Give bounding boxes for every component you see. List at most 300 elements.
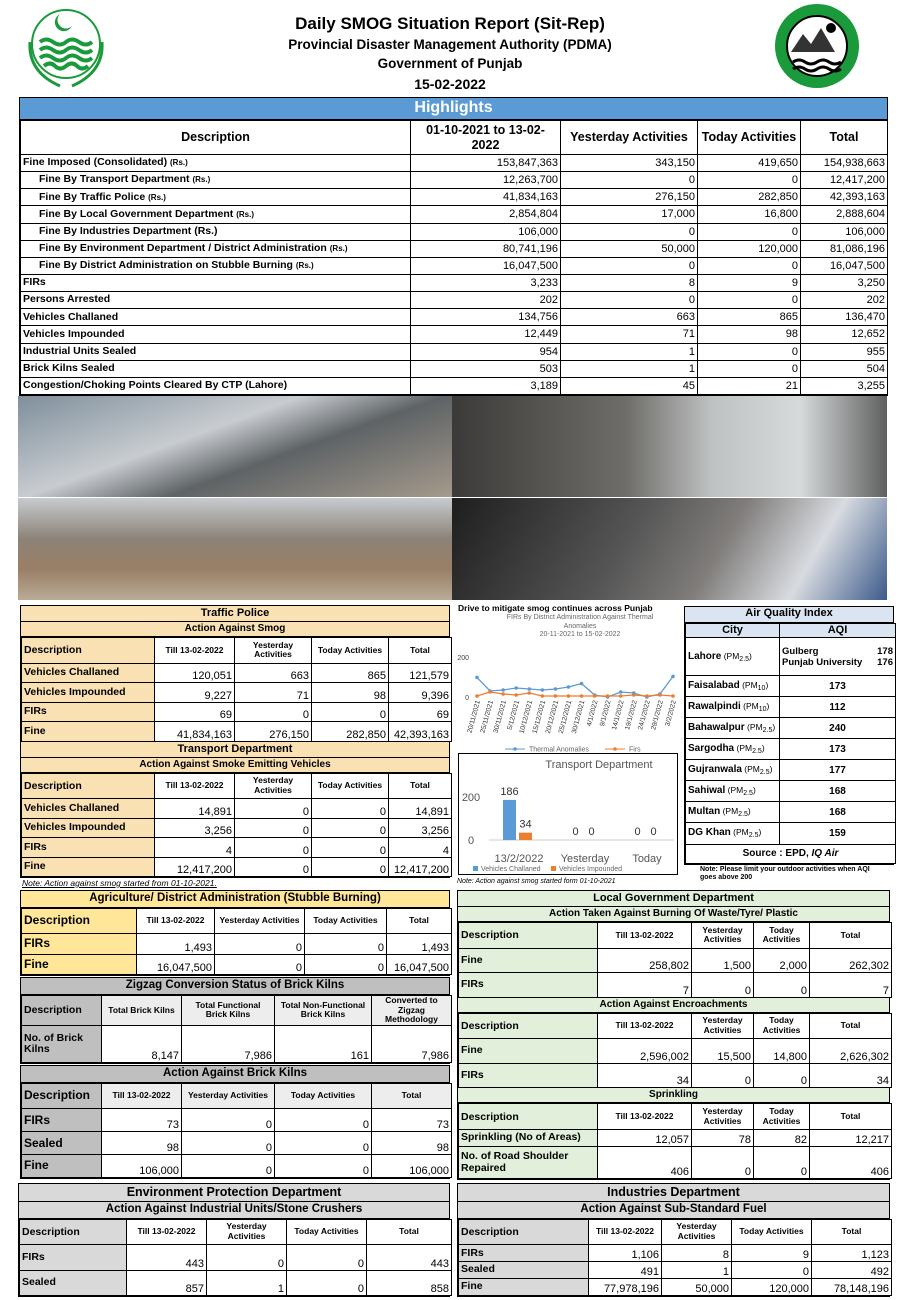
- highlights-header-row: [21, 121, 888, 155]
- cell-value: 0: [754, 1147, 810, 1179]
- cell-value: 134,756: [411, 309, 561, 326]
- header-row: [22, 638, 452, 664]
- cell-value: 78,148,196: [812, 1279, 892, 1296]
- cell-value: 98: [698, 326, 801, 343]
- column-header: Description: [22, 638, 155, 664]
- x-tick-label: 14/1/2022: [611, 699, 626, 731]
- cell-value: 0: [275, 1132, 372, 1155]
- cell-value: 258,802: [598, 948, 692, 973]
- table-row: [22, 663, 452, 682]
- table-row: [22, 702, 452, 721]
- bar-chart-title: Transport Department: [545, 759, 653, 771]
- cell-value: 7,986: [372, 1026, 452, 1063]
- column-header: Description: [459, 1104, 598, 1130]
- column-header: Yesterday Activities: [235, 638, 312, 664]
- x-category-label: Today: [632, 853, 662, 865]
- legend-label: Vehicles Challaned: [481, 866, 541, 873]
- row-label-text: Brick Kilns Sealed: [23, 361, 115, 374]
- highlights-section: [19, 97, 888, 396]
- data-point: [567, 694, 571, 698]
- cell-value: 69: [155, 702, 235, 721]
- x-tick-label: 25/12/2021: [557, 699, 574, 735]
- data-label: 0: [650, 826, 657, 838]
- aqi-city: Multan $(PM_{2.5})$: [686, 802, 780, 823]
- photo-stubble-field: [18, 396, 452, 497]
- cell-value: 120,000: [698, 240, 801, 257]
- data-point: [541, 694, 545, 698]
- table-row: [21, 326, 888, 343]
- aqi-lahore-values: [780, 638, 896, 676]
- table-row: [21, 206, 888, 223]
- cell-value: 0: [732, 1262, 812, 1279]
- cell-value: 9: [732, 1245, 812, 1262]
- column-header: Till 13-02-2022: [598, 923, 692, 949]
- table-row: [459, 1130, 892, 1147]
- cell-value: 153,847,363: [411, 155, 561, 172]
- aqi-title: Air Quality Index: [685, 607, 893, 623]
- cell-value: 0: [275, 1109, 372, 1132]
- cell-value: 3,256: [155, 818, 235, 837]
- table-row: [21, 274, 888, 291]
- aqi-city: Lahore $(PM_{2.5})$: [686, 638, 780, 676]
- cell-value: 17,000: [561, 206, 698, 223]
- cell-value: 1: [207, 1270, 287, 1295]
- cell-value: 12,417,200: [389, 857, 452, 876]
- column-header: Total: [387, 908, 452, 934]
- traffic-table: [21, 773, 452, 877]
- cell-value: 106,000: [411, 223, 561, 240]
- pm-type: 10: [758, 706, 767, 714]
- table-row: [21, 377, 888, 394]
- row-label: Fine: [22, 857, 155, 876]
- column-header: Description: [21, 121, 411, 155]
- row-label: Vehicles Impounded: [22, 683, 155, 702]
- column-header: Today Activities: [754, 1104, 810, 1130]
- cell-value: 865: [698, 309, 801, 326]
- cell-value: 419,650: [698, 155, 801, 172]
- column-header: Till 13-02-2022: [589, 1219, 662, 1245]
- data-point: [527, 687, 531, 691]
- industries-section: [457, 1183, 890, 1297]
- city-name: Rawalpindi: [688, 701, 741, 713]
- thermal-anomalies-line-chart: [455, 643, 681, 755]
- cell-value: 865: [312, 663, 389, 682]
- cell-value: 98: [312, 683, 389, 702]
- industries-table: [458, 1219, 892, 1296]
- column-header: Total: [812, 1219, 892, 1245]
- row-label-text: Persons Arrested: [23, 293, 111, 306]
- cell-value: 343,150: [561, 155, 698, 172]
- x-tick-label: 29/1/2022: [650, 699, 665, 731]
- cell-value: 1,493: [387, 934, 452, 954]
- cell-value: 81,086,196: [801, 240, 888, 257]
- data-point: [514, 686, 518, 690]
- cell-value: 78: [692, 1130, 754, 1147]
- cell-value: 4: [155, 838, 235, 857]
- cell-value: 857: [127, 1270, 207, 1295]
- aqi-row: [686, 760, 896, 781]
- row-label: [21, 189, 411, 206]
- environment-table: [19, 1219, 452, 1296]
- row-label: FIRs: [459, 1063, 598, 1088]
- cell-value: 50,000: [561, 240, 698, 257]
- row-label: FIRs: [22, 1109, 102, 1132]
- table-row: [21, 240, 888, 257]
- x-tick-label: 20/12/2021: [544, 699, 561, 735]
- cell-value: 120,000: [732, 1279, 812, 1296]
- pm-type: 10: [757, 685, 766, 693]
- station-aqi: 178: [877, 645, 893, 657]
- data-point: [501, 688, 505, 692]
- air-quality-index-section: [684, 606, 894, 865]
- cell-value: 1: [662, 1262, 732, 1279]
- cell-value: 71: [235, 683, 312, 702]
- cell-value: 106,000: [102, 1155, 182, 1178]
- table-row: [22, 934, 452, 954]
- data-label: 0: [588, 826, 595, 838]
- header-row: [459, 1013, 892, 1039]
- table-row: [21, 172, 888, 189]
- cell-value: 12,449: [411, 326, 561, 343]
- data-point: [567, 685, 571, 689]
- column-header: Till 13-02-2022: [102, 1083, 182, 1109]
- cell-value: 1: [561, 360, 698, 377]
- header-row: [22, 1083, 452, 1109]
- table-row: [22, 1026, 452, 1063]
- column-header: Till 13-02-2022: [598, 1104, 692, 1130]
- aqi-value: 177: [780, 760, 896, 781]
- series-line-firs: [477, 692, 673, 696]
- cell-value: 8: [561, 274, 698, 291]
- cell-value: 98: [372, 1132, 452, 1155]
- cell-value: 12,417,200: [155, 857, 235, 876]
- cell-value: 0: [275, 1155, 372, 1178]
- cell-value: 12,263,700: [411, 172, 561, 189]
- section-subtitle: Sprinkling: [458, 1088, 889, 1103]
- aqi-row: [686, 697, 896, 718]
- table-row: [20, 1270, 452, 1295]
- cell-value: 34: [810, 1063, 892, 1088]
- aqi-value: 173: [780, 676, 896, 697]
- city-name: Faisalabad: [688, 680, 740, 692]
- legend-swatch: [473, 866, 478, 871]
- column-header: Today Activities: [312, 773, 389, 799]
- column-header: Today Activities: [698, 121, 801, 155]
- cell-value: 1,106: [589, 1245, 662, 1262]
- y-tick-label: 200: [457, 655, 469, 662]
- column-header: Today Activities: [754, 1013, 810, 1039]
- city-name: Multan: [688, 806, 721, 818]
- aqi-city: Sahiwal $(PM_{2.5})$: [686, 781, 780, 802]
- column-header: Yesterday Activities: [235, 773, 312, 799]
- row-label: Vehicles Impounded: [22, 818, 155, 837]
- cell-value: 2,626,302: [810, 1039, 892, 1064]
- table-row: [22, 857, 452, 876]
- photo-burning-site: [452, 498, 887, 600]
- agriculture-section: [20, 890, 450, 976]
- header-row: [22, 908, 452, 934]
- cell-value: 0: [561, 292, 698, 309]
- cell-value: 0: [207, 1245, 287, 1270]
- cell-value: 202: [411, 292, 561, 309]
- table-row: [459, 1039, 892, 1064]
- cell-value: 262,302: [810, 948, 892, 973]
- header-row: [20, 1219, 452, 1245]
- table-row: [21, 343, 888, 360]
- cell-value: 1,500: [692, 948, 754, 973]
- traffic-table: [21, 637, 452, 741]
- data-point: [475, 694, 479, 698]
- data-point: [554, 694, 558, 698]
- cell-value: 69: [389, 702, 452, 721]
- cell-value: 45: [561, 377, 698, 394]
- row-label: [21, 206, 411, 223]
- cell-value: 106,000: [372, 1155, 452, 1178]
- row-label: [21, 257, 411, 274]
- cell-value: 0: [698, 360, 801, 377]
- cell-value: 3,256: [389, 818, 452, 837]
- x-tick-label: 4/1/2022: [585, 699, 600, 728]
- cell-value: 0: [305, 934, 387, 954]
- photo-vehicle-inspection: [452, 396, 887, 497]
- header-row: [459, 1104, 892, 1130]
- aqi-value: 159: [780, 823, 896, 844]
- column-header: Today Activities: [754, 923, 810, 949]
- row-label-text: Congestion/Choking Points Cleared By CTP (Lahore): [23, 379, 288, 392]
- cell-value: 202: [801, 292, 888, 309]
- pm-type: 2.5: [762, 727, 773, 735]
- localgov-table: [458, 1103, 892, 1179]
- cell-value: 663: [235, 663, 312, 682]
- header-row: [22, 995, 452, 1025]
- pm-type: 2.5: [743, 790, 753, 798]
- cell-value: 276,150: [235, 722, 312, 741]
- aqi-value: 168: [780, 802, 896, 823]
- aqi-city: Bahawalpur $(PM_{2.5})$: [686, 718, 780, 739]
- city-name: Gujranwala: [688, 764, 742, 776]
- cell-value: 954: [411, 343, 561, 360]
- cell-value: 0: [698, 257, 801, 274]
- aqi-row: [686, 823, 896, 844]
- cell-value: 0: [235, 818, 312, 837]
- column-header: Total: [810, 1013, 892, 1039]
- cell-value: 106,000: [801, 223, 888, 240]
- data-point: [606, 694, 610, 698]
- row-label: Fine: [459, 1279, 589, 1296]
- column-header: Yesterday Activities: [182, 1083, 275, 1109]
- zigzag-section: [20, 977, 450, 1064]
- section-subtitle: Action Taken Against Burning Of Waste/Tyre/ Plastic: [458, 907, 889, 922]
- city-name: DG Khan: [688, 827, 731, 839]
- traffic-transport-section: [20, 605, 450, 878]
- column-header: Description: [459, 1219, 589, 1245]
- section-subtitle: Action Against Smog: [21, 622, 449, 637]
- column-header: Till 13-02-2022: [137, 908, 215, 934]
- aqi-note: Note: Please limit your outdoor activities when AQI goes above 200: [700, 866, 870, 882]
- cell-value: 136,470: [801, 309, 888, 326]
- column-header: Total: [810, 1104, 892, 1130]
- table-row: [22, 954, 452, 974]
- table-row: [21, 155, 888, 172]
- header-row: [459, 1219, 892, 1245]
- data-point: [593, 694, 597, 698]
- row-label: Fine: [22, 722, 155, 741]
- row-label-text: Fine By Traffic Police: [39, 190, 146, 203]
- zigzag-table: [21, 995, 452, 1063]
- cell-value: 0: [235, 702, 312, 721]
- row-label: Fine: [459, 1039, 598, 1064]
- line-chart-subtitle: 20-11-2021 to 15-02-2022: [539, 631, 621, 639]
- data-point: [645, 694, 649, 698]
- cell-value: 276,150: [561, 189, 698, 206]
- row-label-text: Fine By Local Government Department: [39, 207, 234, 220]
- station-aqi: 176: [877, 656, 893, 668]
- cell-value: 0: [698, 172, 801, 189]
- data-point: [580, 694, 584, 698]
- row-label: Sealed: [459, 1262, 589, 1279]
- cell-value: 82: [754, 1130, 810, 1147]
- cell-value: 0: [182, 1109, 275, 1132]
- table-row: [459, 948, 892, 973]
- row-unit: (Rs.): [192, 175, 211, 185]
- y-tick-label: 0: [467, 835, 475, 847]
- column-header: Description: [459, 923, 598, 949]
- government-name: Government of Punjab: [377, 56, 523, 71]
- row-label: Fine: [22, 954, 137, 974]
- column-header: Total: [801, 121, 888, 155]
- cell-value: 663: [561, 309, 698, 326]
- aqi-row: [686, 676, 896, 697]
- x-tick-label: 24/1/2022: [637, 699, 652, 731]
- section-title: Agriculture/ District Administration (Stubble Burning): [21, 891, 449, 908]
- cell-value: 21: [698, 377, 801, 394]
- cell-value: 7: [598, 973, 692, 998]
- local-government-section: [457, 890, 890, 1180]
- x-tick-label: 30/11/2021: [492, 699, 509, 734]
- column-header: Total Functional Brick Kilns: [182, 995, 275, 1025]
- section-subtitle: Action Against Smoke Emitting Vehicles: [21, 758, 449, 773]
- cell-value: 0: [312, 818, 389, 837]
- column-header: Till 13-02-2022: [598, 1013, 692, 1039]
- data-point: [671, 675, 675, 679]
- cell-value: 0: [305, 954, 387, 974]
- x-tick-label: 9/1/2022: [598, 699, 613, 728]
- row-label: [21, 223, 411, 240]
- column-header: Description: [22, 773, 155, 799]
- pm-type: 2.5: [752, 748, 762, 756]
- row-label: Fine: [459, 948, 598, 973]
- x-tick-label: 3/2/2022: [664, 699, 678, 728]
- cell-value: 858: [367, 1270, 452, 1295]
- row-label: FIRs: [20, 1245, 127, 1270]
- cell-value: 8,147: [102, 1026, 182, 1063]
- x-tick-label: 15/12/2021: [531, 699, 548, 735]
- x-category-label: 13/2/2022: [494, 853, 544, 865]
- cell-value: 0: [698, 292, 801, 309]
- cell-value: 0: [698, 223, 801, 240]
- cell-value: 504: [801, 360, 888, 377]
- cell-value: 41,834,163: [155, 722, 235, 741]
- column-header: Till 13-02-2022: [155, 638, 235, 664]
- table-row: [20, 1245, 452, 1270]
- y-tick-label: 0: [465, 695, 469, 702]
- row-label: [21, 292, 411, 309]
- cell-value: 0: [561, 257, 698, 274]
- bar: [503, 800, 516, 840]
- table-row: [459, 1262, 892, 1279]
- aqi-table: [685, 623, 896, 864]
- cell-value: 0: [312, 838, 389, 857]
- section-title: Traffic Police: [21, 606, 449, 622]
- table-row: [22, 722, 452, 741]
- data-point: [501, 692, 505, 696]
- bar: [519, 833, 532, 840]
- row-label-text: Fine By Environment Department / District Administration: [39, 242, 327, 254]
- aqi-city: Faisalabad $(PM_{10})$: [686, 676, 780, 697]
- cell-value: 3,233: [411, 274, 561, 291]
- section-title: Industries Department: [458, 1184, 889, 1202]
- chart-panel-note: Note: Action against smog started form 01-10-2021: [457, 878, 616, 885]
- cell-value: 7: [810, 973, 892, 998]
- table-row: [21, 223, 888, 240]
- cell-value: 14,891: [389, 799, 452, 818]
- section-subtitle: Action Against Encroachments: [458, 998, 889, 1013]
- cell-value: 98: [102, 1132, 182, 1155]
- legend-label: Thermal Anomalies: [529, 746, 589, 754]
- column-header: Yesterday Activities: [692, 923, 754, 949]
- cell-value: 0: [692, 1063, 754, 1088]
- row-label: Sealed: [22, 1132, 102, 1155]
- x-tick-label: 5/12/2021: [506, 699, 522, 731]
- cell-value: 121,579: [389, 663, 452, 682]
- cell-value: 16,047,500: [137, 954, 215, 974]
- table-row: [21, 189, 888, 206]
- legend-swatch: [551, 866, 556, 871]
- row-label-text: Fine By Industries Department (Rs.): [39, 224, 218, 237]
- table-row: [22, 1155, 452, 1178]
- data-point: [554, 687, 558, 691]
- column-header: Total Brick Kilns: [102, 995, 182, 1025]
- data-point: [488, 690, 492, 694]
- row-label: Vehicles Challaned: [22, 663, 155, 682]
- column-header: Yesterday Activities: [207, 1219, 287, 1245]
- cell-value: 0: [312, 857, 389, 876]
- cell-value: 0: [692, 1147, 754, 1179]
- aqi-city: Gujranwala $(PM_{2.5})$: [686, 760, 780, 781]
- section-title: Zigzag Conversion Status of Brick Kilns: [21, 978, 449, 995]
- aqi-value: 168: [780, 781, 896, 802]
- x-tick-label: 20/11/2021: [466, 699, 482, 734]
- column-header: Till 13-02-2022: [127, 1219, 207, 1245]
- row-label-text: Fine By District Administration on Stubble Burning: [39, 259, 293, 272]
- highlights-title: Highlights: [20, 98, 887, 120]
- cell-value: 2,000: [754, 948, 810, 973]
- column-header: Today Activities: [275, 1083, 372, 1109]
- cell-value: 9,396: [389, 683, 452, 702]
- pm-type: 2.5: [739, 655, 750, 663]
- table-row: [21, 257, 888, 274]
- row-label-text: Industrial Units Sealed: [23, 344, 137, 357]
- cell-value: 73: [372, 1109, 452, 1132]
- data-point: [658, 693, 662, 697]
- column-header: Description: [22, 908, 137, 934]
- pm-type: 2.5: [738, 811, 748, 819]
- data-point: [514, 693, 518, 697]
- column-header: Converted to Zigzag Methodology: [372, 995, 452, 1025]
- cell-value: 7,986: [182, 1026, 275, 1063]
- data-label: 0: [634, 826, 641, 838]
- cell-value: 9: [698, 274, 801, 291]
